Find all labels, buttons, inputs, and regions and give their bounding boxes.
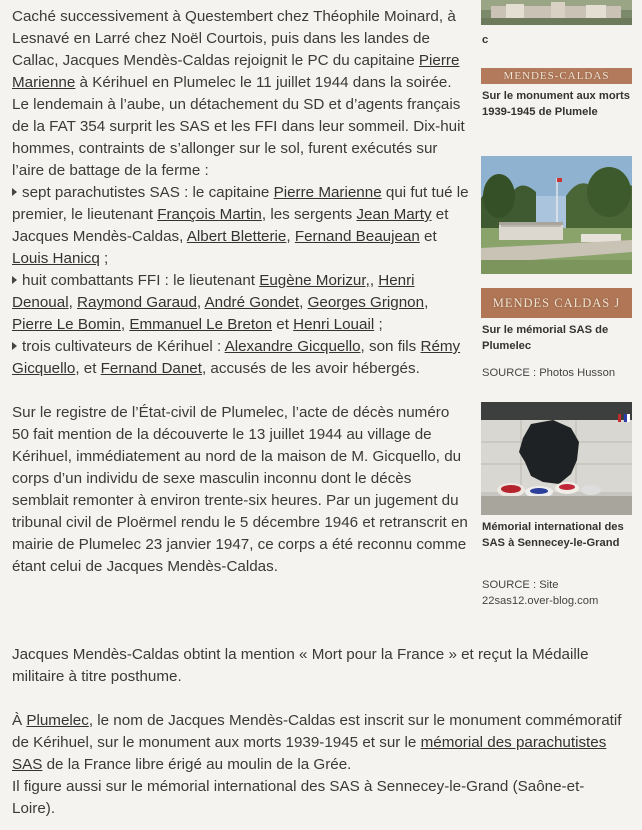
list-text: et xyxy=(272,316,294,333)
list-text: , les sergents xyxy=(261,206,357,223)
article-paragraph-2: Sur le registre de l’État-civil de Plumelec, l’acte de décès numéro 50 fait mention de la découverte le 13 juillet 1944 au village de Kérihuel, immédiatement au nord de la maison de M. Gicquello, du corps d’un individu de sexe masculin inconnu dont le décès semblait remonter à environ trente-six heures. Par un jugement du tribunal civil de Ploërmel rendu le 5 décembre 1946 et retranscrit en mairie de Plumelec 23 janvier 1947, ce corps a été reconnu comme étant celui de Jacques Mendès-Caldas. xyxy=(12,404,468,575)
paragraph-text: Caché successivement à Questembert chez Théophile Moinard, à Lesnavé en Larré chez Noël Courtois, puis dans les landes de Callac, Jacques Mendès-Caldas rejoignit le PC du capitaine xyxy=(12,8,456,69)
list-text: trois cultivateurs de Kérihuel : xyxy=(22,338,225,355)
list-text: , xyxy=(369,272,379,289)
paragraph-text: à Kérihuel en Plumelec le 11 juillet 1944 dans la soirée. Le lendemain à l’aube, un détachement du SD et d’agents français de la FAT 354 surprit les SAS et les FFI dans leur sommeil. Dix-huit hommes, contraints de s’allonger sur le sol, furent exécutés sur l’aire de battage de la ferme : xyxy=(12,74,465,179)
photo-source-3: SOURCE : Site 22sas12.over-blog.com xyxy=(482,579,599,607)
link-raymond-garaud[interactable]: Raymond Garaud xyxy=(77,294,197,311)
list-text: sept parachutistes SAS : le capitaine xyxy=(22,184,274,201)
photo-caption-2: Sur le mémorial SAS de Plumelec xyxy=(482,324,609,352)
paragraph-text: , le nom de Jacques Mendès-Caldas est inscrit sur le monument commémoratif de Kérihuel, sur le monument aux morts 1939-1945 et sur le xyxy=(12,712,622,751)
list-text: , xyxy=(196,294,205,311)
list-text: ; xyxy=(374,316,383,333)
link-pierre-le-bomin[interactable]: Pierre Le Bomin xyxy=(12,316,121,333)
engraved-name: MENDES CALDAS J xyxy=(492,295,621,310)
link-albert-bletterie[interactable]: Albert Bletterie xyxy=(186,228,287,245)
list-text: ; xyxy=(99,250,109,267)
link-pierre-marienne[interactable]: Pierre Marienne xyxy=(12,52,460,91)
article-paragraph-4 xyxy=(12,710,626,820)
list-text: , accusés de les avoir hébergés. xyxy=(201,360,420,377)
list-text: , xyxy=(120,316,130,333)
list-text: , son fils xyxy=(360,338,421,355)
link-francois-martin[interactable]: François Martin xyxy=(157,206,262,223)
link-andre-gondet[interactable]: André Gondet xyxy=(204,294,300,311)
link-eugene-morizur[interactable]: Eugène Morizur, xyxy=(259,272,370,289)
paragraph-text: de la France libre érigé au moulin de la Grée. xyxy=(42,756,352,773)
list-item-sas xyxy=(12,182,470,270)
memorial-international-photo[interactable] xyxy=(481,402,632,515)
link-memorial-parachutistes[interactable]: mémorial des parachutistes SAS xyxy=(12,734,607,773)
paragraph-text: Il figure aussi sur le mémorial international des SAS à Sennecey-le-Grand (Saône-et-Loire). xyxy=(12,778,585,817)
memorial-name-photo[interactable] xyxy=(481,288,632,318)
list-text: , xyxy=(68,294,78,311)
list-text: et Jacques Mendès-Caldas, xyxy=(12,206,449,245)
article-paragraph-3: Jacques Mendès-Caldas obtint la mention « Mort pour la France » et reçut la Médaille militaire à titre posthume. xyxy=(12,646,589,685)
list-item-cultivateurs xyxy=(12,336,470,380)
list-text: et xyxy=(419,228,437,245)
link-emmanuel-le-breton[interactable]: Emmanuel Le Breton xyxy=(129,316,273,333)
bullet-arrow-icon xyxy=(12,188,17,196)
engraved-name: MENDES-CALDAS xyxy=(503,70,610,82)
list-text: , et xyxy=(75,360,101,377)
memorial-sas-photo[interactable] xyxy=(481,156,632,274)
link-louis-hanicq[interactable]: Louis Hanicq xyxy=(12,250,100,267)
list-item-ffi xyxy=(12,270,470,336)
article-paragraph-1 xyxy=(12,6,470,380)
link-henri-denoual[interactable]: Henri Denoual xyxy=(12,272,415,311)
monument-photo-top[interactable] xyxy=(481,0,632,25)
link-plumelec[interactable]: Plumelec xyxy=(26,712,89,729)
article-body-lower xyxy=(12,644,626,820)
link-georges-grignon[interactable]: Georges Grignon xyxy=(307,294,425,311)
link-fernand-danet[interactable]: Fernand Danet xyxy=(100,360,202,377)
bullet-arrow-icon xyxy=(12,342,17,350)
bullet-arrow-icon xyxy=(12,276,17,284)
photo-caption-3: Mémorial international des SAS à Sennecey-le-Grand xyxy=(482,521,624,549)
link-jean-marty[interactable]: Jean Marty xyxy=(356,206,432,223)
photo-caption-1: Sur le monument aux morts 1939-1945 de Plumele xyxy=(482,90,630,118)
list-text: , xyxy=(286,228,295,245)
link-alexandre-gicquello[interactable]: Alexandre Gicquello xyxy=(224,338,361,355)
paragraph-text: À xyxy=(12,712,27,729)
list-text: qui fut tué le premier, le lieutenant xyxy=(12,184,469,223)
list-text: huit combattants FFI : le lieutenant xyxy=(22,272,260,289)
link-remy-gicquello[interactable]: Rémy Gicquello xyxy=(12,338,461,377)
photo-source-2: SOURCE : Photos Husson xyxy=(482,367,616,379)
list-text: , xyxy=(424,294,429,311)
photo-caption-0: c xyxy=(482,34,489,46)
link-henri-louail[interactable]: Henri Louail xyxy=(293,316,375,333)
link-fernand-beaujean[interactable]: Fernand Beaujean xyxy=(294,228,420,245)
monument-name-photo[interactable] xyxy=(481,68,632,84)
link-pierre-marienne-2[interactable]: Pierre Marienne xyxy=(273,184,382,201)
list-text: , xyxy=(299,294,308,311)
article-body xyxy=(12,6,470,578)
